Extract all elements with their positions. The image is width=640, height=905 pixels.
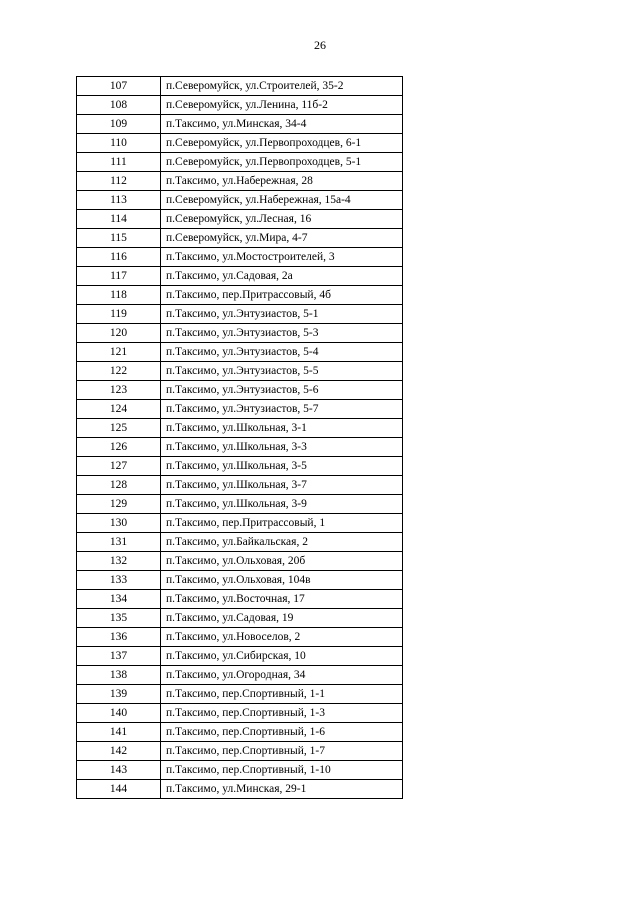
address-cell: п.Северомуйск, ул.Ленина, 11б-2 bbox=[161, 96, 403, 115]
row-number-cell: 120 bbox=[77, 324, 161, 343]
address-cell: п.Таксимо, пер.Спортивный, 1-1 bbox=[161, 685, 403, 704]
table-row bbox=[77, 647, 403, 666]
row-number-cell: 109 bbox=[77, 115, 161, 134]
table-row bbox=[77, 571, 403, 590]
row-number-cell: 132 bbox=[77, 552, 161, 571]
row-number-cell: 129 bbox=[77, 495, 161, 514]
address-cell: п.Северомуйск, ул.Первопроходцев, 5-1 bbox=[161, 153, 403, 172]
table-row bbox=[77, 628, 403, 647]
address-cell: п.Таксимо, ул.Энтузиастов, 5-4 bbox=[161, 343, 403, 362]
table-row bbox=[77, 419, 403, 438]
address-table-body bbox=[77, 77, 403, 799]
table-row bbox=[77, 495, 403, 514]
row-number-cell: 141 bbox=[77, 723, 161, 742]
table-row bbox=[77, 381, 403, 400]
row-number-cell: 113 bbox=[77, 191, 161, 210]
row-number-cell: 126 bbox=[77, 438, 161, 457]
table-row bbox=[77, 134, 403, 153]
table-row bbox=[77, 286, 403, 305]
address-cell: п.Таксимо, ул.Школьная, 3-9 bbox=[161, 495, 403, 514]
address-cell: п.Таксимо, ул.Ольховая, 104в bbox=[161, 571, 403, 590]
address-cell: п.Таксимо, ул.Энтузиастов, 5-6 bbox=[161, 381, 403, 400]
address-cell: п.Таксимо, пер.Спортивный, 1-10 bbox=[161, 761, 403, 780]
table-row bbox=[77, 552, 403, 571]
table-row bbox=[77, 780, 403, 799]
address-cell: п.Таксимо, ул.Сибирская, 10 bbox=[161, 647, 403, 666]
row-number-cell: 122 bbox=[77, 362, 161, 381]
address-table bbox=[76, 76, 403, 799]
address-cell: п.Северомуйск, ул.Набережная, 15а-4 bbox=[161, 191, 403, 210]
table-row bbox=[77, 248, 403, 267]
table-row bbox=[77, 191, 403, 210]
table-row bbox=[77, 400, 403, 419]
address-cell: п.Таксимо, ул.Восточная, 17 bbox=[161, 590, 403, 609]
address-cell: п.Таксимо, ул.Школьная, 3-1 bbox=[161, 419, 403, 438]
table-row bbox=[77, 96, 403, 115]
row-number-cell: 140 bbox=[77, 704, 161, 723]
table-row bbox=[77, 761, 403, 780]
address-cell: п.Таксимо, ул.Энтузиастов, 5-5 bbox=[161, 362, 403, 381]
row-number-cell: 116 bbox=[77, 248, 161, 267]
row-number-cell: 138 bbox=[77, 666, 161, 685]
table-row bbox=[77, 210, 403, 229]
address-cell: п.Таксимо, ул.Ольховая, 20б bbox=[161, 552, 403, 571]
row-number-cell: 121 bbox=[77, 343, 161, 362]
table-row bbox=[77, 324, 403, 343]
row-number-cell: 117 bbox=[77, 267, 161, 286]
address-cell: п.Таксимо, ул.Энтузиастов, 5-3 bbox=[161, 324, 403, 343]
row-number-cell: 137 bbox=[77, 647, 161, 666]
table-row bbox=[77, 362, 403, 381]
row-number-cell: 111 bbox=[77, 153, 161, 172]
table-row bbox=[77, 742, 403, 761]
table-row bbox=[77, 533, 403, 552]
table-row bbox=[77, 704, 403, 723]
row-number-cell: 142 bbox=[77, 742, 161, 761]
table-row bbox=[77, 723, 403, 742]
address-cell: п.Таксимо, ул.Школьная, 3-7 bbox=[161, 476, 403, 495]
address-cell: п.Таксимо, пер.Спортивный, 1-7 bbox=[161, 742, 403, 761]
table-row bbox=[77, 153, 403, 172]
address-cell: п.Таксимо, ул.Набережная, 28 bbox=[161, 172, 403, 191]
row-number-cell: 144 bbox=[77, 780, 161, 799]
table-row bbox=[77, 115, 403, 134]
address-cell: п.Таксимо, ул.Мостостроителей, 3 bbox=[161, 248, 403, 267]
address-cell: п.Северомуйск, ул.Мира, 4-7 bbox=[161, 229, 403, 248]
address-cell: п.Таксимо, ул.Минская, 29-1 bbox=[161, 780, 403, 799]
table-row bbox=[77, 438, 403, 457]
address-cell: п.Таксимо, ул.Минская, 34-4 bbox=[161, 115, 403, 134]
table-row bbox=[77, 476, 403, 495]
address-cell: п.Таксимо, ул.Новоселов, 2 bbox=[161, 628, 403, 647]
row-number-cell: 127 bbox=[77, 457, 161, 476]
row-number-cell: 133 bbox=[77, 571, 161, 590]
row-number-cell: 123 bbox=[77, 381, 161, 400]
table-row bbox=[77, 609, 403, 628]
table-row bbox=[77, 172, 403, 191]
row-number-cell: 115 bbox=[77, 229, 161, 248]
row-number-cell: 118 bbox=[77, 286, 161, 305]
row-number-cell: 136 bbox=[77, 628, 161, 647]
row-number-cell: 143 bbox=[77, 761, 161, 780]
table-row bbox=[77, 305, 403, 324]
address-cell: п.Северомуйск, ул.Первопроходцев, 6-1 bbox=[161, 134, 403, 153]
address-cell: п.Таксимо, ул.Огородная, 34 bbox=[161, 666, 403, 685]
row-number-cell: 114 bbox=[77, 210, 161, 229]
address-cell: п.Таксимо, пер.Спортивный, 1-3 bbox=[161, 704, 403, 723]
row-number-cell: 125 bbox=[77, 419, 161, 438]
row-number-cell: 130 bbox=[77, 514, 161, 533]
table-row bbox=[77, 77, 403, 96]
table-row bbox=[77, 343, 403, 362]
table-row bbox=[77, 229, 403, 248]
address-cell: п.Таксимо, пер.Притрассовый, 1 bbox=[161, 514, 403, 533]
address-cell: п.Таксимо, пер.Спортивный, 1-6 bbox=[161, 723, 403, 742]
page-number: 26 bbox=[314, 38, 326, 52]
table-row bbox=[77, 666, 403, 685]
row-number-cell: 107 bbox=[77, 77, 161, 96]
address-cell: п.Таксимо, ул.Энтузиастов, 5-1 bbox=[161, 305, 403, 324]
row-number-cell: 134 bbox=[77, 590, 161, 609]
table-row bbox=[77, 267, 403, 286]
address-cell: п.Таксимо, ул.Садовая, 2а bbox=[161, 267, 403, 286]
address-cell: п.Таксимо, ул.Байкальская, 2 bbox=[161, 533, 403, 552]
row-number-cell: 128 bbox=[77, 476, 161, 495]
row-number-cell: 131 bbox=[77, 533, 161, 552]
address-cell: п.Таксимо, ул.Садовая, 19 bbox=[161, 609, 403, 628]
address-cell: п.Таксимо, ул.Школьная, 3-3 bbox=[161, 438, 403, 457]
address-cell: п.Северомуйск, ул.Лесная, 16 bbox=[161, 210, 403, 229]
row-number-cell: 139 bbox=[77, 685, 161, 704]
row-number-cell: 124 bbox=[77, 400, 161, 419]
table-row bbox=[77, 685, 403, 704]
row-number-cell: 119 bbox=[77, 305, 161, 324]
row-number-cell: 112 bbox=[77, 172, 161, 191]
table-row bbox=[77, 514, 403, 533]
table-row bbox=[77, 457, 403, 476]
address-cell: п.Таксимо, ул.Школьная, 3-5 bbox=[161, 457, 403, 476]
row-number-cell: 108 bbox=[77, 96, 161, 115]
address-cell: п.Северомуйск, ул.Строителей, 35-2 bbox=[161, 77, 403, 96]
row-number-cell: 110 bbox=[77, 134, 161, 153]
address-cell: п.Таксимо, ул.Энтузиастов, 5-7 bbox=[161, 400, 403, 419]
row-number-cell: 135 bbox=[77, 609, 161, 628]
table-row bbox=[77, 590, 403, 609]
address-cell: п.Таксимо, пер.Притрассовый, 4б bbox=[161, 286, 403, 305]
